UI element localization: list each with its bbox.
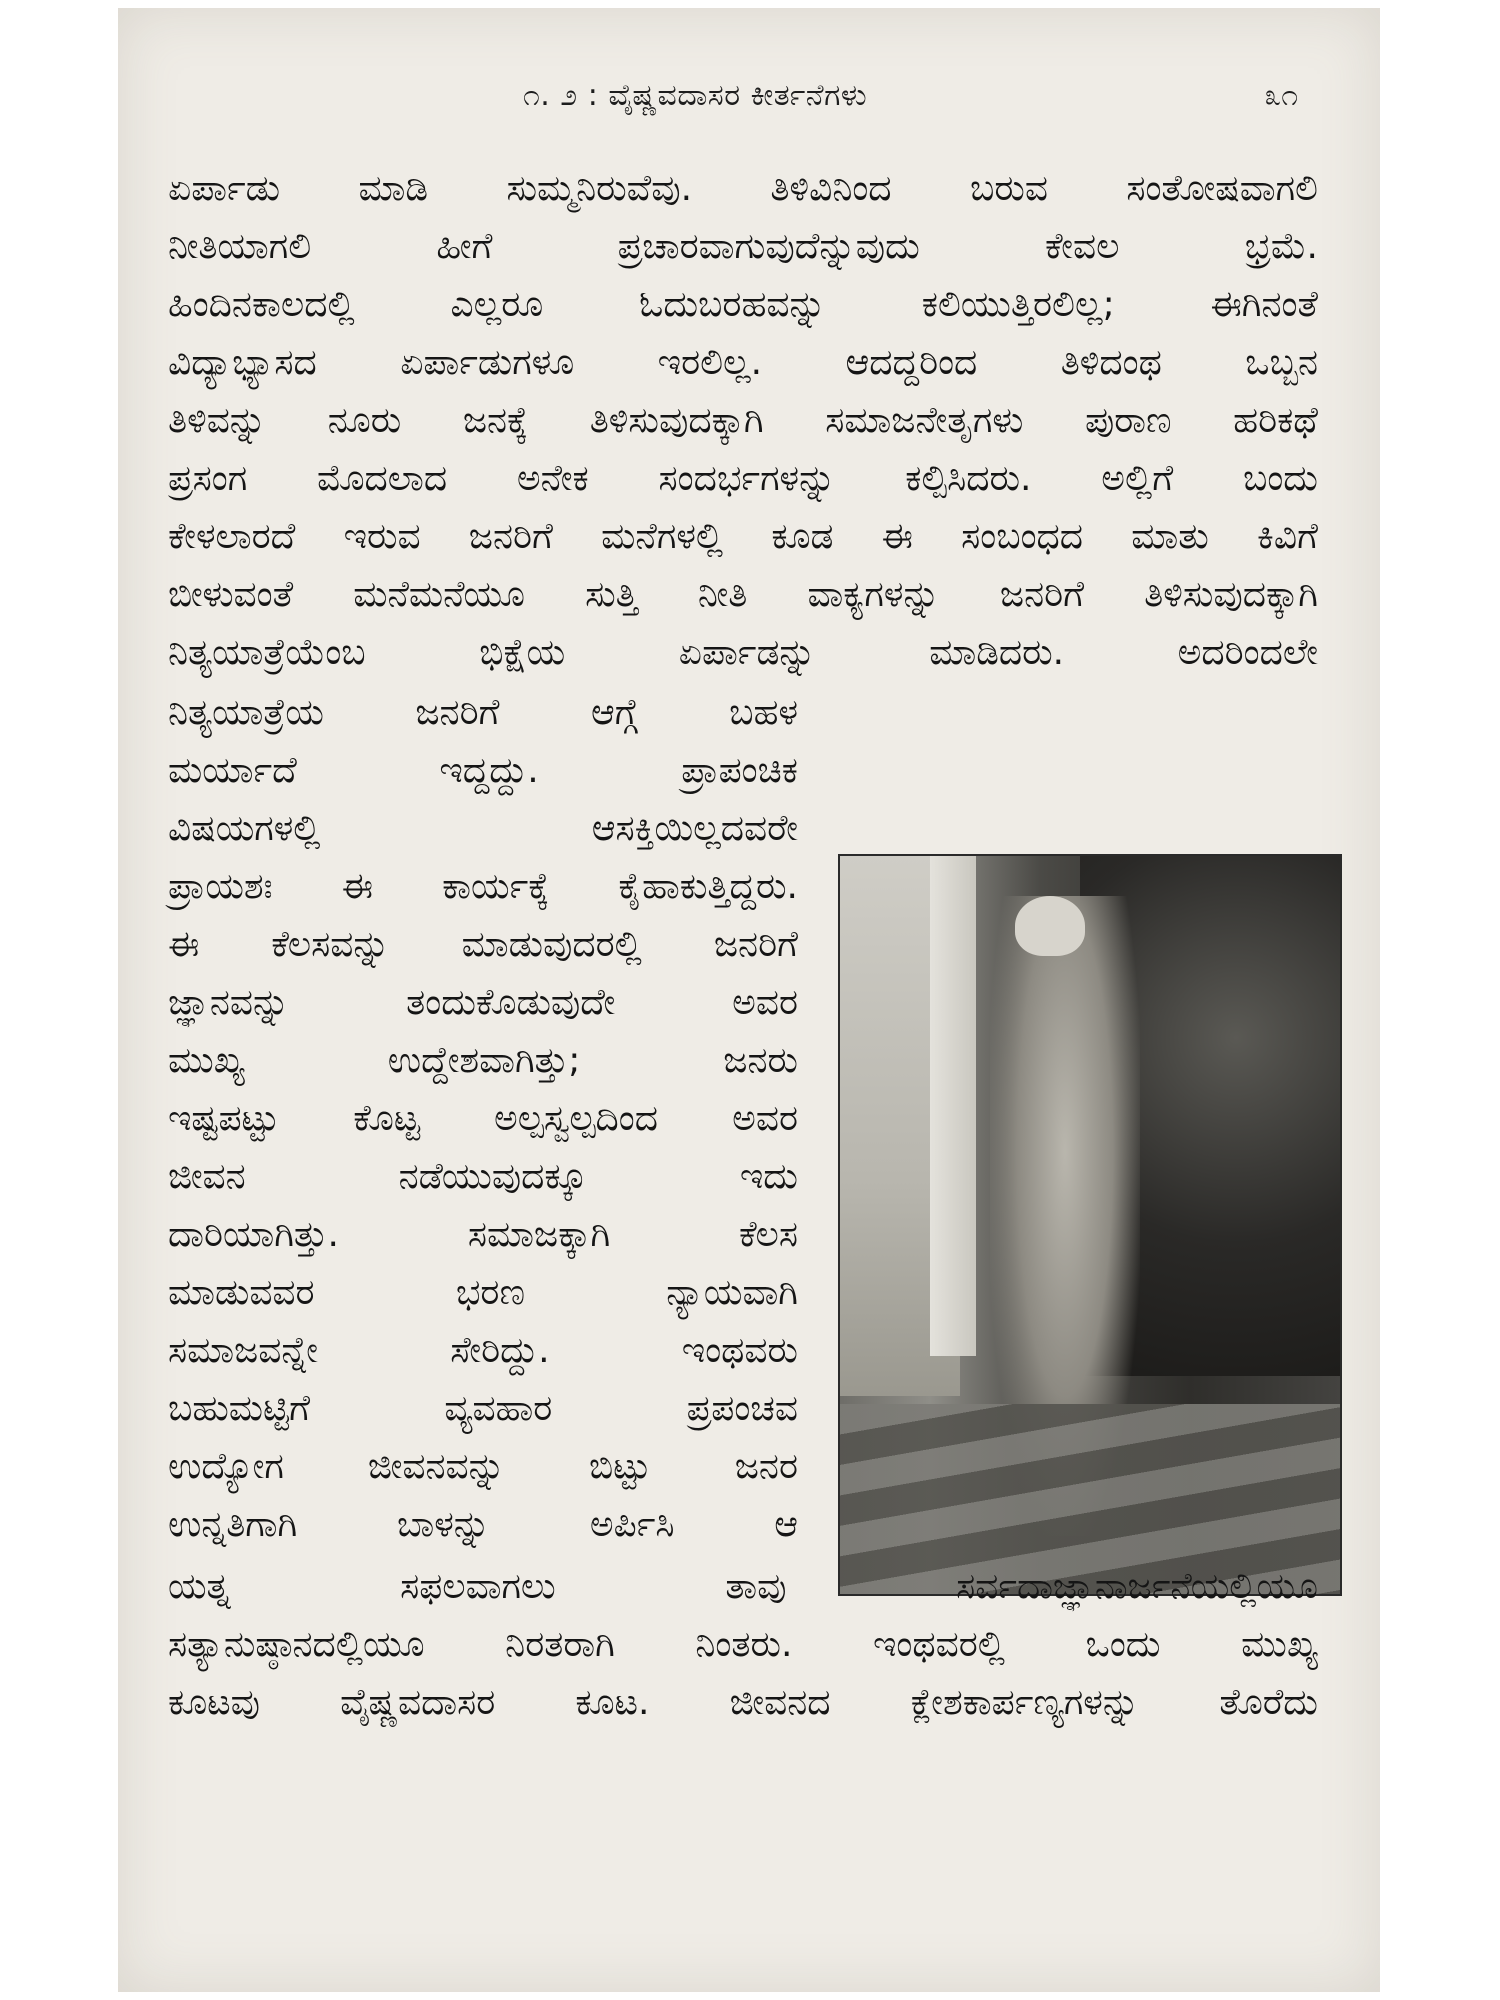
text-line: ಉದ್ಯೋಗ ಜೀವನವನ್ನು ಬಿಟ್ಟು ಜನರ — [168, 1446, 798, 1487]
text-line: ಸತ್ಯಾನುಷ್ಠಾನದಲ್ಲಿಯೂ ನಿರತರಾಗಿ ನಿಂತರು. ಇಂಥವರಲ್ಲಿ ಒಂದು ಮುಖ್ಯ — [168, 1624, 1318, 1665]
text-line: ಸಮಾಜವನ್ನೇ ಸೇರಿದ್ದು. ಇಂಥವರು — [168, 1330, 798, 1371]
text-line: ನೀತಿಯಾಗಲಿ ಹೀಗೆ ಪ್ರಚಾರವಾಗುವುದೆನ್ನುವುದು ಕೇವಲ ಭ್ರಮೆ. — [168, 226, 1318, 267]
text-line: ಜ್ಞಾನವನ್ನು ತಂದುಕೊಡುವುದೇ ಅವರ — [168, 982, 798, 1023]
text-line: ವಿಷಯಗಳಲ್ಲಿ ಆಸಕ್ತಿಯಿಲ್ಲದವರೇ — [168, 808, 798, 849]
text-line: ಮಾಡುವವರ ಭರಣ ನ್ಯಾಯವಾಗಿ — [168, 1272, 798, 1313]
text-line: ಕೇಳಲಾರದೆ ಇರುವ ಜನರಿಗೆ ಮನೆಗಳಲ್ಲಿ ಕೂಡ ಈ ಸಂಬಂಧದ ಮಾತು ಕಿವಿಗೆ — [168, 516, 1318, 557]
text-line: ತಿಳಿವನ್ನು ನೂರು ಜನಕ್ಕೆ ತಿಳಿಸುವುದಕ್ಕಾಗಿ ಸಮಾಜನೇತೃಗಳು ಪುರಾಣ ಹರಿಕಥೆ — [168, 400, 1318, 441]
text-line: ಮರ್ಯಾದೆ ಇದ್ದದ್ದು. ಪ್ರಾಪಂಚಿಕ — [168, 750, 798, 791]
text-line: ಯತ್ನ ಸಫಲವಾಗಲು ತಾವು ಸರ್ವದಾಜ್ಞಾನಾರ್ಜನೆಯಲ್ಲಿಯೂ — [168, 1566, 1318, 1607]
text-line: ಬೀಳುವಂತೆ ಮನೆಮನೆಯೂ ಸುತ್ತಿ ನೀತಿ ವಾಕ್ಯಗಳನ್ನು ಜನರಿಗೆ ತಿಳಿಸುವುದಕ್ಕಾಗಿ — [168, 574, 1318, 615]
text-line: ಏರ್ಪಾಡು ಮಾಡಿ ಸುಮ್ಮನಿರುವೆವು. ತಿಳಿವಿನಿಂದ ಬರುವ ಸಂತೋಷವಾಗಲಿ — [168, 168, 1318, 209]
photo-pillar — [930, 856, 976, 1356]
text-line: ಬಹುಮಟ್ಟಿಗೆ ವ್ಯವಹಾರ ಪ್ರಪಂಚವ — [168, 1388, 798, 1429]
photo-turban — [1015, 896, 1085, 956]
text-line: ಜೀವನ ನಡೆಯುವುದಕ್ಕೂ ಇದು — [168, 1156, 798, 1197]
text-line: ನಿತ್ಯಯಾತ್ರೆಯ ಜನರಿಗೆ ಆಗ್ಗೆ ಬಹಳ — [168, 692, 798, 733]
text-line: ಇಷ್ಟಪಟ್ಟು ಕೊಟ್ಟ ಅಲ್ಪಸ್ವಲ್ಪದಿಂದ ಅವರ — [168, 1098, 798, 1139]
page-number: ೩೧ — [1264, 78, 1298, 113]
text-line: ಪ್ರಸಂಗ ಮೊದಲಾದ ಅನೇಕ ಸಂದರ್ಭಗಳನ್ನು ಕಲ್ಪಿಸಿದರು. ಅಲ್ಲಿಗೆ ಬಂದು — [168, 458, 1318, 499]
text-line: ಉನ್ನತಿಗಾಗಿ ಬಾಳನ್ನು ಅರ್ಪಿಸಿ ಆ — [168, 1504, 798, 1545]
text-line: ಕೂಟವು ವೈಷ್ಣವದಾಸರ ಕೂಟ. ಜೀವನದ ಕ್ಲೇಶಕಾರ್ಪಣ್ಯಗಳನ್ನು ತೊರೆದು — [168, 1682, 1318, 1723]
text-line: ವಿದ್ಯಾಭ್ಯಾಸದ ಏರ್ಪಾಡುಗಳೂ ಇರಲಿಲ್ಲ. ಆದದ್ದರಿಂದ ತಿಳಿದಂಥ ಒಬ್ಬನ — [168, 342, 1318, 383]
text-line: ನಿತ್ಯಯಾತ್ರೆಯೆಂಬ ಭಿಕ್ಷೆಯ ಏರ್ಪಾಡನ್ನು ಮಾಡಿದರು. ಅದರಿಂದಲೇ — [168, 632, 1318, 673]
book-page — [118, 8, 1380, 1992]
text-line: ಈ ಕೆಲಸವನ್ನು ಮಾಡುವುದರಲ್ಲಿ ಜನರಿಗೆ — [168, 924, 798, 965]
text-line: ದಾರಿಯಾಗಿತ್ತು. ಸಮಾಜಕ್ಕಾಗಿ ಕೆಲಸ — [168, 1214, 798, 1255]
text-line: ಮುಖ್ಯ ಉದ್ದೇಶವಾಗಿತ್ತು; ಜನರು — [168, 1040, 798, 1081]
photograph — [838, 854, 1342, 1596]
running-head — [118, 78, 1380, 118]
text-line: ಹಿಂದಿನಕಾಲದಲ್ಲಿ ಎಲ್ಲರೂ ಓದುಬರಹವನ್ನು ಕಲಿಯುತ್ತಿರಲಿಲ್ಲ; ಈಗಿನಂತೆ — [168, 284, 1318, 325]
text-line: ಪ್ರಾಯಶಃ ಈ ಕಾರ್ಯಕ್ಕೆ ಕೈಹಾಕುತ್ತಿದ್ದರು. — [168, 866, 798, 907]
chapter-heading: ೧. ೨ : ವೈಷ್ಣವದಾಸರ ಕೀರ್ತನೆಗಳು — [523, 78, 868, 113]
